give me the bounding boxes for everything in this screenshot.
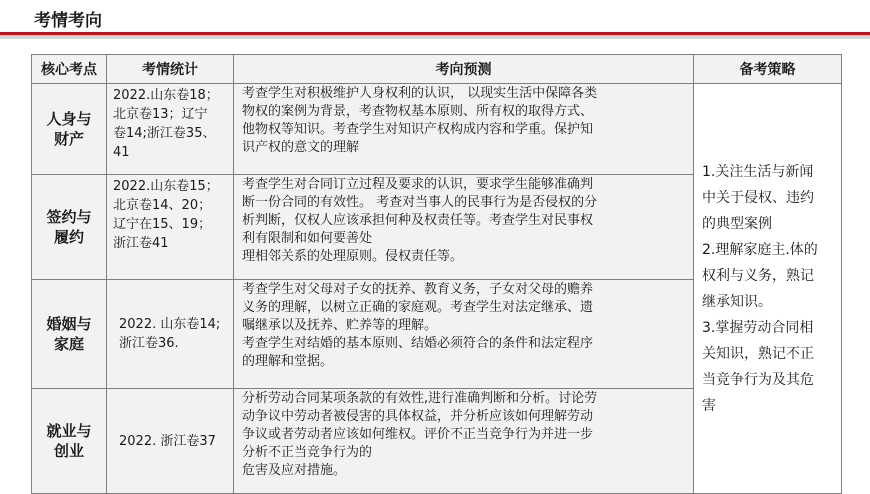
prediction-line: 考查学生对合同订立过程及要求的认识，要求学生能够准确判	[242, 177, 594, 192]
header-prediction: 考向预测	[234, 55, 694, 84]
topic-line: 婚姻与	[46, 315, 92, 333]
title-bar	[0, 0, 870, 34]
strategy-line: 继承知识。	[702, 293, 772, 310]
topic-line: 人身与	[46, 110, 92, 128]
stats-line: 辽宁在15、19；	[113, 217, 212, 232]
topic-line: 创业	[53, 442, 84, 460]
header-core-topic: 核心考点	[32, 55, 107, 84]
strategy-line: 3.掌握劳动合同相	[702, 319, 814, 336]
stats-line: 41	[113, 145, 130, 160]
stats-line: 2022. 山东卷14;	[119, 317, 221, 332]
strategy-line: 关知识，熟记不正	[702, 345, 814, 362]
stats-cell	[107, 84, 234, 175]
prediction-cell	[234, 175, 694, 280]
prediction-line: 嘱继承以及抚养、贮养等的理解。	[242, 318, 438, 333]
prediction-line: 理相邻关系的处理原则。侵权责任等。	[242, 249, 464, 264]
prediction-line: 析判断，仅权人应该承担何种及权责任等。考查学生对民事权	[242, 213, 594, 228]
stats-line: 浙江卷41	[113, 236, 169, 251]
stats-line: 北京卷13；辽宁	[113, 107, 208, 122]
topic-cell	[32, 389, 107, 494]
topic-line: 签约与	[46, 208, 92, 226]
stats-line: 浙江卷36.	[119, 336, 179, 351]
strategy-line: 2.理解家庭主.体的	[702, 241, 818, 258]
topic-line: 财产	[53, 130, 84, 148]
prediction-line: 利有限制和如何要善处	[242, 231, 373, 246]
prediction-cell	[234, 280, 694, 389]
exam-analysis-table	[31, 54, 842, 494]
topic-cell	[32, 280, 107, 389]
prediction-line: 物权的案例为背景，考查物权基本原则、所有权的取得方式、	[242, 104, 594, 119]
prediction-line: 义务的理解，以树立正确的家庭观。考查学生对法定继承、遗	[242, 300, 594, 315]
prediction-line: 动争议中劳动者被侵害的具体权益，并分析应该如何理解劳动	[242, 409, 594, 424]
topic-cell	[32, 175, 107, 280]
prediction-line: 识产权的意文的理解	[242, 140, 360, 155]
prediction-line: 分析不正当竞争行为的	[242, 445, 373, 460]
strategy-line: 权利与义务，熟记	[702, 267, 814, 284]
topic-line: 家庭	[53, 335, 84, 353]
strategy-cell	[694, 84, 842, 494]
prediction-cell	[234, 389, 694, 494]
stats-cell	[107, 280, 234, 389]
header-strategy: 备考策略	[694, 55, 842, 84]
prediction-line: 考查学生对父母对子女的抚养、教育义务，子女对父母的赡养	[242, 282, 594, 297]
prediction-cell	[234, 84, 694, 175]
strategy-line: 中关于侵权、违约	[702, 189, 814, 206]
topic-cell	[32, 84, 107, 175]
prediction-line: 的理解和堂据。	[242, 354, 334, 369]
prediction-line: 危害及应对措施。	[242, 463, 347, 478]
prediction-line: 考查学生对结婚的基本原则、结婚必须符合的条件和法定程序	[242, 336, 594, 351]
topic-line: 履约	[53, 228, 84, 246]
strategy-line: 害	[702, 397, 716, 414]
strategy-line: 1.关注生活与新闻	[702, 163, 814, 180]
stats-cell	[107, 175, 234, 280]
prediction-line: 断一份合同的有效性。 考查对当事人的民事行为是否侵权的分	[242, 195, 598, 210]
header-row	[32, 55, 842, 84]
stats-line: 卷14;浙江卷35、	[113, 126, 216, 141]
page-title: 考情考向	[34, 11, 102, 31]
strategy-line: 当竞争行为及其危	[702, 371, 814, 388]
header-statistics: 考情统计	[107, 55, 234, 84]
stats-line: 2022. 浙江卷37	[119, 433, 216, 449]
title-underline-grey	[0, 35, 870, 39]
prediction-line: 他物权等知识。考查学生对知识产权构成内容和学重。保护知	[242, 122, 594, 137]
prediction-line: 分析劳动合同某项条款的有效性,进行准确判断和分析。讨论劳	[242, 391, 598, 406]
table-row	[32, 84, 842, 175]
prediction-line: 争议或者劳动者应该如何维权。评价不正当竞争行为并进一步	[242, 427, 594, 442]
strategy-line: 的典型案例	[702, 215, 772, 232]
topic-line: 就业与	[46, 422, 92, 440]
stats-cell	[107, 389, 234, 494]
prediction-line: 考查学生对积极维护人身权利的认识， 以现实生活中保障各类	[242, 86, 598, 101]
stats-line: 北京卷14、20；	[113, 198, 212, 213]
stats-line: 2022.山东卷15；	[113, 179, 219, 194]
stats-line: 2022.山东卷18；	[113, 88, 219, 103]
